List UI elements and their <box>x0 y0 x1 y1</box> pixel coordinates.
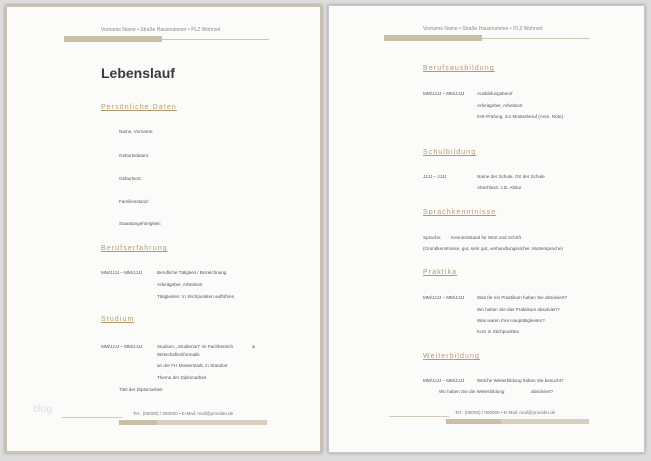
internship-line: Was waren Ihre Hauptätigkeiten? <box>477 318 545 323</box>
footer-rule <box>389 416 449 417</box>
internship-line: Was für ein Praktikum haben Sie absolviert? <box>477 295 568 300</box>
internship-date: MM/JJJJ – MM/JJJJ <box>423 295 465 300</box>
header-accent-bar <box>384 35 482 41</box>
footer-accent-bar <box>446 419 501 424</box>
thesis-title-label: Titel der Diplomarbeit <box>119 387 163 392</box>
further-line: Welche Weiterbildung haben Sie besucht? <box>477 378 564 383</box>
study-line: Studium, „Studienart“ im Fachbereich <box>157 344 234 349</box>
section-internships: Praktika <box>423 269 458 276</box>
school-date: JJJJ – JJJJ <box>423 174 447 179</box>
header-accent-bar <box>64 36 162 42</box>
field-birthdate-label: Geburtsdatum: <box>119 153 150 158</box>
study-line: Wirtschaftsinformatik <box>157 352 200 357</box>
page-title: Lebenslauf <box>101 65 175 81</box>
training-line: IHK-Prüfung, zur Musterberuf (Anm. Note) <box>477 114 564 119</box>
language-levels-note: (Grundkenntnisse, gut, sehr gut, verhandlungssicher, Muttersprache) <box>423 246 563 251</box>
school-line: Abschluss: z.B. Abitur <box>477 185 522 190</box>
section-languages: Sprachkenntnisse <box>423 209 497 216</box>
further-date: MM/JJJJ – MM/JJJJ <box>423 378 465 383</box>
training-line: Ausbildungsberuf <box>477 91 513 96</box>
footer-accent-bar <box>119 420 157 425</box>
internship-line: Wo haben Sie das Praktikum absolviert? <box>477 307 560 312</box>
section-further-education: Weiterbildung <box>423 353 480 360</box>
training-line: Arbeitgeber, Arbeitsort <box>477 103 523 108</box>
cv-page-1 <box>5 5 322 453</box>
section-school: Schulbildung <box>423 149 477 156</box>
field-birthplace-label: Geburtsort: <box>119 176 142 181</box>
field-nationality-label: Staatsangehörigkeit: <box>119 221 161 226</box>
study-date: MM/JJJJ – MM/JJJJ <box>101 344 143 349</box>
experience-line: Berufliche Tätigkeit / Bezeichnung <box>157 270 227 275</box>
study-line: Thema der Diplomarbeit <box>157 375 207 380</box>
field-marital-label: Familienstand: <box>119 199 149 204</box>
cv-page-2 <box>328 5 645 453</box>
footer-rule <box>62 417 122 418</box>
watermark-text: blog <box>33 404 52 415</box>
experience-date: MM/JJJJ – MM/JJJJ <box>101 270 143 275</box>
experience-line: Arbeitgeber, Arbeitsort <box>157 282 203 287</box>
footer-contact: Tel.: (00000) / 000000 • E-Mail: mail@provider.de <box>133 411 234 416</box>
study-line: an der FH Musterstadt, in Standort <box>157 363 228 368</box>
study-ampersand: & <box>252 344 256 349</box>
school-line: Name der Schule, Ort der Schule <box>477 174 545 179</box>
experience-line: Tätigkeiten: In Stichpunkten aufführen <box>157 294 235 299</box>
section-personal-data: Persönliche Daten <box>101 104 177 111</box>
internship-line: Kurz in Stichpunkten <box>477 329 520 334</box>
language-value: Kenntnisstand für Wort und Schrift <box>451 235 521 240</box>
footer-contact: Tel.: (00000) / 000000 • E-Mail: mail@provider.de <box>455 410 556 415</box>
footer-accent-bar <box>157 420 267 425</box>
footer-accent-bar <box>501 419 589 424</box>
section-study: Studium <box>101 316 135 323</box>
section-experience: Berufserfahrung <box>101 245 168 252</box>
header-contact-line: Vorname Name • Straße Hausnummer • PLZ Wohnort <box>423 26 543 32</box>
further-line: Wo haben Sie die Weiterbildung <box>439 389 505 394</box>
header-rule <box>162 39 269 40</box>
further-line: absolviert? <box>531 389 554 394</box>
header-contact-line: Vorname Name • Straße Hausnummer • PLZ Wohnort <box>101 27 221 33</box>
section-vocational-training: Berufsausbildung <box>423 65 495 72</box>
header-rule <box>482 38 590 39</box>
language-label: Sprache: <box>423 235 442 240</box>
field-name-label: Name, Vorname: <box>119 129 154 134</box>
training-date: MM/JJJJ – MM/JJJJ <box>423 91 465 96</box>
